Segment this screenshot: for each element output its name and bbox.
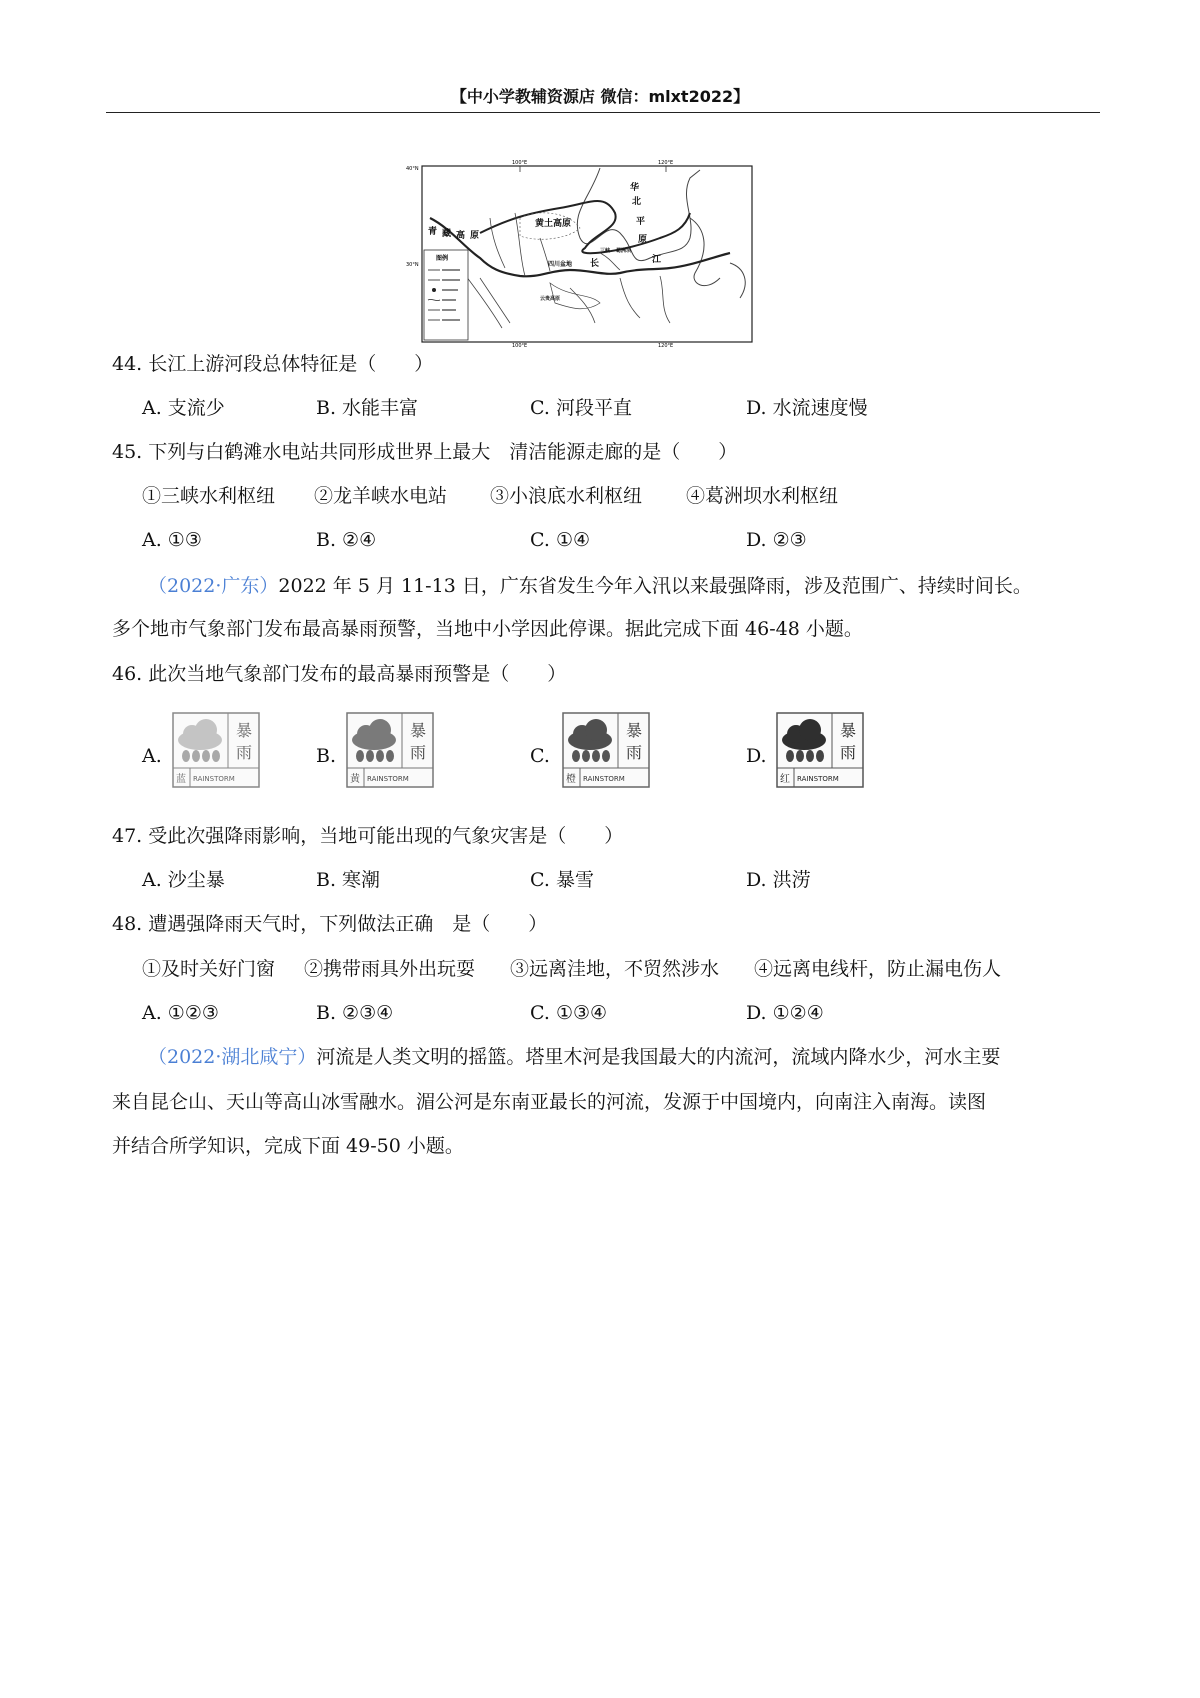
label-yungui: 云贵高原 <box>540 296 561 302</box>
passage-1-text-1: 2022 年 5 月 11-13 日，广东省发生今年入汛以来最强降雨，涉及范围广、持续时间长。 <box>278 575 1032 597</box>
passage-1-line-2: 多个地市气象部门发布最高暴雨预警，当地中小学因此停课。据此完成下面 46-48 小题。 <box>112 618 863 640</box>
q45-option-c[interactable]: C. ①④ <box>530 529 591 551</box>
page-header: 【中小学教辅资源店 微信：mlxt2022】 <box>450 87 750 106</box>
lon-label-100: 100°E <box>512 160 528 166</box>
passage-2-line-3: 并结合所学知识，完成下面 49-50 小题。 <box>112 1135 464 1157</box>
q44-option-b[interactable]: B. 水能丰富 <box>316 397 419 419</box>
icon-d-title-1: 暴 <box>840 721 857 740</box>
icon-d-english: RAINSTORM <box>797 775 839 783</box>
q48-item-2: ②携带雨具外出玩耍 <box>304 958 476 980</box>
q48-item-3: ③远离洼地，不贸然涉水 <box>510 958 720 980</box>
label-jiang: 江 <box>652 255 662 265</box>
q45-item-4: ④葛洲坝水利枢纽 <box>686 485 839 507</box>
q46-option-d[interactable]: D. <box>746 745 767 767</box>
rainstorm-yellow-warning-icon[interactable] <box>346 712 434 788</box>
label-sanxia: 三峡 <box>600 248 611 254</box>
label-zang: 藏 <box>442 229 452 239</box>
q46-option-a[interactable]: A. <box>142 745 162 767</box>
q45-option-d[interactable]: D. ②③ <box>746 529 807 551</box>
q45-item-3: ③小浪底水利枢纽 <box>490 485 643 507</box>
yangtze-river-map <box>406 158 756 349</box>
q48-item-1: ①及时关好门窗 <box>142 958 276 980</box>
q48-item-4: ④远离电线杆，防止漏电伤人 <box>754 958 1002 980</box>
q45-option-a[interactable]: A. ①③ <box>142 529 202 551</box>
q44-option-d[interactable]: D. 水流速度慢 <box>746 397 868 419</box>
header-divider <box>106 112 1100 113</box>
q45-item-2: ②龙羊峡水电站 <box>314 485 448 507</box>
passage-2-text-1: 河流是人类文明的摇篮。塔里木河是我国最大的内流河，流域内降水少，河水主要 <box>316 1046 1001 1068</box>
icon-d-color: 红 <box>780 774 790 785</box>
label-yuan: 原 <box>638 235 648 245</box>
q47-option-c[interactable]: C. 暴雪 <box>530 869 594 891</box>
label-yuan2: 原 <box>470 231 480 241</box>
lat-label-30: 30°N <box>406 262 419 268</box>
lon-label-120: 120°E <box>658 160 674 166</box>
icon-b-color: 黄 <box>350 774 360 785</box>
icon-a-color: 蓝 <box>176 774 186 785</box>
question-48-stem: 48. 遭遇强降雨天气时，下列做法正确 是（ ） <box>112 913 548 935</box>
icon-a-title-2: 雨 <box>236 743 253 762</box>
label-bei: 北 <box>632 197 642 207</box>
rainstorm-red-warning-icon[interactable] <box>776 712 864 788</box>
passage-2-line-2: 来自昆仑山、天山等高山冰雪融水。湄公河是东南亚最长的河流，发源于中国境内，向南注入南海。读图 <box>112 1091 987 1113</box>
icon-a-english: RAINSTORM <box>193 775 235 783</box>
q47-option-a[interactable]: A. 沙尘暴 <box>142 869 225 891</box>
label-gao: 高 <box>456 231 466 241</box>
q46-option-b[interactable]: B. <box>316 745 337 767</box>
icon-c-english: RAINSTORM <box>583 775 625 783</box>
icon-b-title-2: 雨 <box>410 743 427 762</box>
q45-option-b[interactable]: B. ②④ <box>316 529 377 551</box>
label-qing: 青 <box>428 227 438 237</box>
label-hua: 华 <box>630 183 640 193</box>
lon-label-120-bottom: 120°E <box>658 343 674 349</box>
q47-option-b[interactable]: B. 寒潮 <box>316 869 381 891</box>
icon-c-title-1: 暴 <box>626 721 643 740</box>
q45-item-1: ①三峡水利枢纽 <box>142 485 276 507</box>
question-45-stem: 45. 下列与白鹤滩水电站共同形成世界上最大 清洁能源走廊的是（ ） <box>112 441 738 463</box>
icon-a-title-1: 暴 <box>236 721 253 740</box>
icon-b-title-1: 暴 <box>410 721 427 740</box>
passage-2-line-1 <box>148 1045 1138 1069</box>
icon-c-color: 橙 <box>566 774 576 785</box>
lon-label-100-bottom: 100°E <box>512 343 528 349</box>
legend-title: 图例 <box>436 255 449 262</box>
q48-option-c[interactable]: C. ①③④ <box>530 1002 608 1024</box>
q48-option-b[interactable]: B. ②③④ <box>316 1002 394 1024</box>
question-47-stem: 47. 受此次强降雨影响，当地可能出现的气象灾害是（ ） <box>112 825 624 847</box>
passage-2-source: （2022·湖北咸宁） <box>148 1046 317 1068</box>
icon-b-english: RAINSTORM <box>367 775 409 783</box>
icon-d-title-2: 雨 <box>840 743 857 762</box>
q46-option-c[interactable]: C. <box>530 745 550 767</box>
label-gezhouba: 葛洲坝 <box>616 248 632 254</box>
rainstorm-orange-warning-icon[interactable] <box>562 712 650 788</box>
label-chang: 长 <box>590 259 600 269</box>
rainstorm-blue-warning-icon[interactable] <box>172 712 260 788</box>
label-sichuan: 四川盆地 <box>548 261 573 268</box>
passage-1-source: （2022·广东） <box>148 575 279 597</box>
q48-option-a[interactable]: A. ①②③ <box>142 1002 219 1024</box>
q48-option-d[interactable]: D. ①②④ <box>746 1002 824 1024</box>
lat-label-40: 40°N <box>406 166 419 172</box>
q47-option-d[interactable]: D. 洪涝 <box>746 869 811 891</box>
q44-option-a[interactable]: A. 支流少 <box>142 397 225 419</box>
question-44-stem: 44. 长江上游河段总体特征是（ ） <box>112 353 434 375</box>
label-ping: 平 <box>636 217 646 227</box>
icon-c-title-2: 雨 <box>626 743 643 762</box>
q44-option-c[interactable]: C. 河段平直 <box>530 397 632 419</box>
passage-1-line-1 <box>148 574 1138 598</box>
question-46-stem: 46. 此次当地气象部门发布的最高暴雨预警是（ ） <box>112 663 567 685</box>
label-loess: 黄土高原 <box>535 219 572 229</box>
